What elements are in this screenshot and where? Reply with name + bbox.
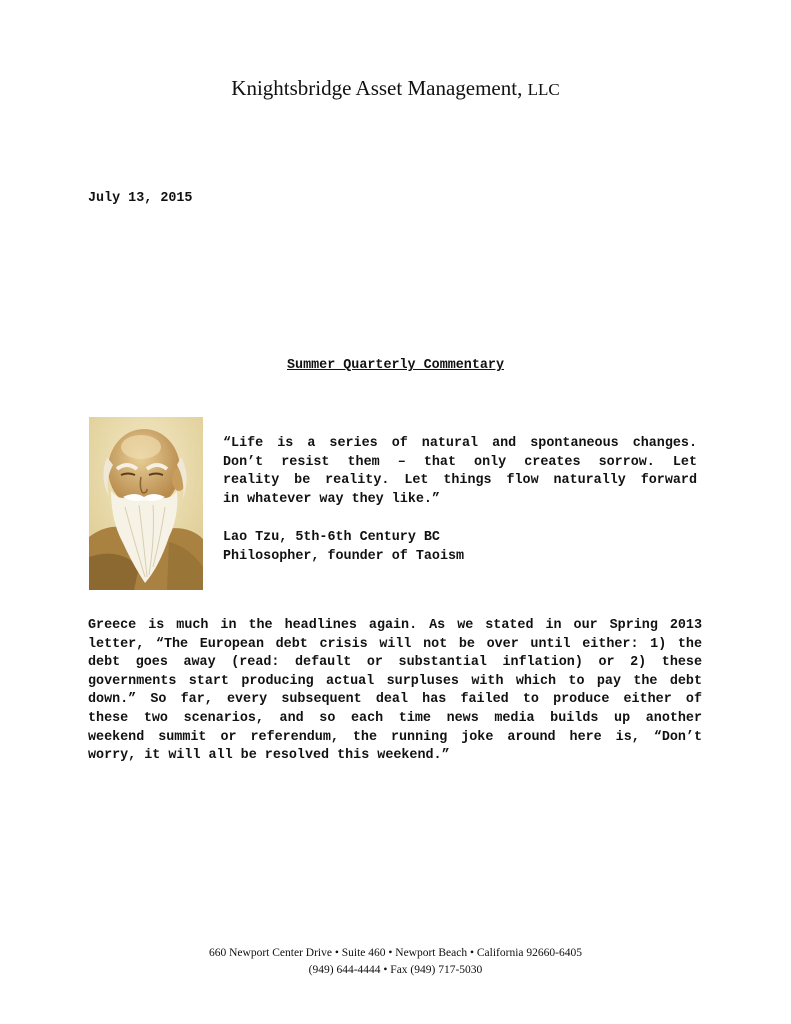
- paragraph-line: weekend summit or referendum, the running joke around here is, “Don’t: [88, 729, 702, 745]
- quote-line: Don’t resist them – that only creates sorrow. Let: [223, 454, 697, 470]
- quote-line: reality be reality. Let things flow naturally forward: [223, 473, 697, 488]
- paragraph-line: these two scenarios, and so each time news media builds up another: [88, 710, 702, 726]
- commentary-title: Summer Quarterly Commentary: [287, 358, 504, 373]
- quote-line: in whatever way they like.”: [223, 491, 440, 507]
- paragraph-line: debt goes away (read: default or substantial inflation) or 2) these: [88, 655, 702, 671]
- quote-author-role: Philosopher, founder of Taoism: [223, 548, 465, 564]
- company-name: Knightsbridge Asset Management,: [231, 76, 523, 100]
- footer-address: 660 Newport Center Drive • Suite 460 • Newport Beach • California 92660-6405: [209, 947, 582, 959]
- quote-attribution: [223, 529, 464, 566]
- quote-author: Lao Tzu, 5th-6th Century BC: [223, 530, 440, 545]
- letterhead: [0, 76, 791, 101]
- letter-date: July 13, 2015: [88, 191, 193, 206]
- lao-tzu-portrait-icon: [89, 417, 203, 590]
- lao-tzu-quote: [223, 435, 697, 509]
- footer-contact: (949) 644-4444 • Fax (949) 717-5030: [308, 964, 483, 976]
- commentary-paragraph: [88, 617, 702, 766]
- paragraph-line: Greece is much in the headlines again. As we stated in our Spring 2013: [88, 618, 702, 633]
- quote-line: “Life is a series of natural and spontaneous changes.: [223, 436, 697, 451]
- paragraph-line: worry, it will all be resolved this weekend.”: [88, 748, 450, 764]
- company-suffix: LLC: [527, 80, 560, 99]
- paragraph-line: letter, “The European debt crisis will not be over until either: 1) the: [88, 636, 702, 652]
- footer: [0, 945, 791, 979]
- paragraph-line: down.” So far, every subsequent deal has failed to produce either of: [88, 692, 702, 708]
- paragraph-line: governments start producing actual surpluses with which to pay the debt: [88, 673, 702, 689]
